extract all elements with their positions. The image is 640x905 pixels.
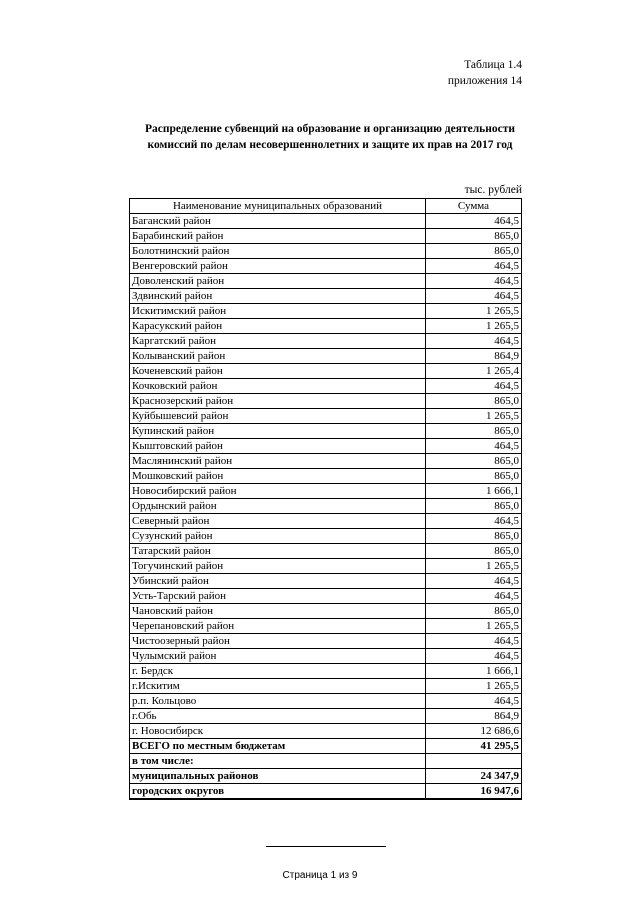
table-row	[130, 574, 522, 589]
municipality-name: Доволенский район	[130, 274, 426, 289]
table-row	[130, 409, 522, 424]
subvention-amount: 865,0	[426, 424, 522, 439]
municipality-name: Чулымский район	[130, 649, 426, 664]
table-row	[130, 469, 522, 484]
municipality-name: г. Новосибирск	[130, 724, 426, 739]
subvention-amount: 865,0	[426, 529, 522, 544]
municipality-name: Здвинский район	[130, 289, 426, 304]
subvention-amount: 865,0	[426, 544, 522, 559]
table-row	[130, 214, 522, 229]
subvention-amount: 464,5	[426, 259, 522, 274]
footer-divider	[266, 846, 386, 847]
subvention-amount: 865,0	[426, 244, 522, 259]
subvention-amount: 464,5	[426, 439, 522, 454]
table-row	[130, 364, 522, 379]
column-header-name: Наименование муниципальных образований	[130, 199, 426, 214]
municipality-name: Маслянинский район	[130, 454, 426, 469]
municipality-name: Чистоозерный район	[130, 634, 426, 649]
subvention-amount: 864,9	[426, 349, 522, 364]
subvention-amount: 865,0	[426, 229, 522, 244]
subvention-amount: 1 265,5	[426, 679, 522, 694]
municipality-name: Чановский район	[130, 604, 426, 619]
municipality-name: Сузунский район	[130, 529, 426, 544]
municipality-name: г. Бердск	[130, 664, 426, 679]
table-row	[130, 304, 522, 319]
subvention-amount: 1 265,5	[426, 409, 522, 424]
municipality-name: Каргатский район	[130, 334, 426, 349]
municipality-name: Татарский район	[130, 544, 426, 559]
table-row	[130, 589, 522, 604]
municipality-name: г.Искитим	[130, 679, 426, 694]
municipality-name: Ордынский район	[130, 499, 426, 514]
subvention-amount: 12 686,6	[426, 724, 522, 739]
subvention-amount: 464,5	[426, 379, 522, 394]
table-row	[130, 664, 522, 679]
table-row	[130, 649, 522, 664]
title-line-1: Распределение субвенций на образование и организацию деятельности	[144, 123, 515, 135]
subvention-amount: 464,5	[426, 649, 522, 664]
municipality-name: Барабинский район	[130, 229, 426, 244]
table-row	[130, 319, 522, 334]
table-row	[130, 274, 522, 289]
total-value: 41 295,5	[426, 739, 522, 754]
subvention-amount: 464,5	[426, 334, 522, 349]
table-row	[130, 229, 522, 244]
urban-label: городских округов	[130, 784, 426, 800]
subvention-table	[129, 198, 522, 800]
municipality-name: Куйбышевсий район	[130, 409, 426, 424]
subvention-amount: 865,0	[426, 454, 522, 469]
table-row	[130, 244, 522, 259]
municipality-name: Тогучинский район	[130, 559, 426, 574]
table-row	[130, 379, 522, 394]
table-row	[130, 499, 522, 514]
table-row	[130, 619, 522, 634]
document-title	[110, 121, 550, 153]
subvention-amount: 1 265,5	[426, 559, 522, 574]
subvention-amount: 464,5	[426, 634, 522, 649]
municipality-name: Венгеровский район	[130, 259, 426, 274]
subvention-amount: 1 265,5	[426, 304, 522, 319]
municipality-name: Кыштовский район	[130, 439, 426, 454]
municipality-name: Купинский район	[130, 424, 426, 439]
table-row	[130, 694, 522, 709]
table-row	[130, 454, 522, 469]
municipal-value: 24 347,9	[426, 769, 522, 784]
table-summary	[130, 739, 522, 800]
subvention-amount: 464,5	[426, 274, 522, 289]
table-row	[130, 259, 522, 274]
units-label: тыс. рублей	[464, 184, 522, 196]
total-row	[130, 739, 522, 754]
urban-value: 16 947,6	[426, 784, 522, 800]
table-row	[130, 334, 522, 349]
municipality-name: Искитимский район	[130, 304, 426, 319]
table-row	[130, 349, 522, 364]
table-row	[130, 289, 522, 304]
subvention-amount: 1 666,1	[426, 484, 522, 499]
municipality-name: Карасукский район	[130, 319, 426, 334]
subvention-amount: 1 265,4	[426, 364, 522, 379]
table-row	[130, 514, 522, 529]
subvention-amount: 865,0	[426, 604, 522, 619]
subvention-amount: 865,0	[426, 394, 522, 409]
municipality-name: Кочковский район	[130, 379, 426, 394]
page-number: Страница 1 из 9	[282, 870, 358, 881]
subvention-amount: 464,5	[426, 514, 522, 529]
column-header-sum: Сумма	[426, 199, 522, 214]
including-row	[130, 754, 522, 769]
municipality-name: Краснозерский район	[130, 394, 426, 409]
header-reference	[448, 57, 522, 89]
municipality-name: Мошковский район	[130, 469, 426, 484]
municipality-name: Усть-Тарский район	[130, 589, 426, 604]
table-row	[130, 439, 522, 454]
subvention-amount: 1 666,1	[426, 664, 522, 679]
subvention-amount: 464,5	[426, 574, 522, 589]
municipality-name: Черепановский район	[130, 619, 426, 634]
municipality-name: г.Обь	[130, 709, 426, 724]
table-row	[130, 544, 522, 559]
municipal-row	[130, 769, 522, 784]
subvention-amount: 865,0	[426, 499, 522, 514]
municipal-label: муниципальных районов	[130, 769, 426, 784]
municipality-name: Коченевский район	[130, 364, 426, 379]
table-row	[130, 394, 522, 409]
table-row	[130, 559, 522, 574]
municipality-name: Болотнинский район	[130, 244, 426, 259]
municipality-name: Колыванский район	[130, 349, 426, 364]
municipality-name: Новосибирский район	[130, 484, 426, 499]
table-row	[130, 634, 522, 649]
subvention-amount: 1 265,5	[426, 319, 522, 334]
table-row	[130, 679, 522, 694]
subvention-amount: 464,5	[426, 214, 522, 229]
table-row	[130, 484, 522, 499]
table-row	[130, 709, 522, 724]
subvention-amount: 864,9	[426, 709, 522, 724]
municipality-name: Баганский район	[130, 214, 426, 229]
municipality-name: Убинский район	[130, 574, 426, 589]
table-reference: Таблица 1.4	[464, 59, 522, 71]
total-label: ВСЕГО по местным бюджетам	[130, 739, 426, 754]
including-label: в том числе:	[130, 754, 426, 769]
subvention-amount: 464,5	[426, 289, 522, 304]
table-body	[130, 214, 522, 739]
title-line-2: комиссий по делам несовершеннолетних и защите их прав на 2017 год	[147, 139, 513, 151]
table-row	[130, 724, 522, 739]
urban-row	[130, 784, 522, 800]
municipality-name: р.п. Кольцово	[130, 694, 426, 709]
subvention-amount: 464,5	[426, 694, 522, 709]
table-row	[130, 529, 522, 544]
subvention-amount: 464,5	[426, 589, 522, 604]
appendix-reference: приложения 14	[447, 75, 522, 87]
subvention-amount: 1 265,5	[426, 619, 522, 634]
subvention-amount: 865,0	[426, 469, 522, 484]
table-row	[130, 604, 522, 619]
table-row	[130, 424, 522, 439]
including-value	[426, 754, 522, 769]
municipality-name: Северный район	[130, 514, 426, 529]
